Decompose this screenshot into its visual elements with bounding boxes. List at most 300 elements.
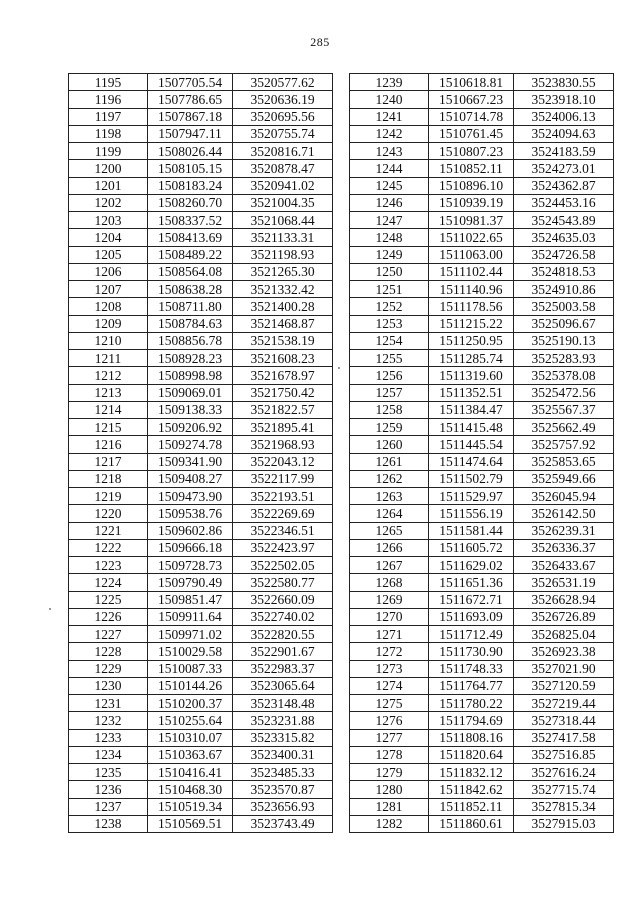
- table-row: [350, 436, 614, 453]
- point-number-cell: 1263: [350, 488, 429, 505]
- y-coordinate-cell: 3521750.42: [233, 384, 333, 401]
- table-row: [350, 419, 614, 436]
- point-number-cell: 1220: [69, 505, 148, 522]
- point-number-cell: 1256: [350, 367, 429, 384]
- x-coordinate-cell: 1507947.11: [148, 125, 233, 142]
- point-number-cell: 1278: [350, 746, 429, 763]
- table-row: [69, 660, 333, 677]
- table-row: [350, 143, 614, 160]
- y-coordinate-cell: 3521332.42: [233, 281, 333, 298]
- point-number-cell: 1251: [350, 281, 429, 298]
- y-coordinate-cell: 3521265.30: [233, 263, 333, 280]
- y-coordinate-cell: 3521198.93: [233, 246, 333, 263]
- table-row: [69, 332, 333, 349]
- table-row: [69, 764, 333, 781]
- x-coordinate-cell: 1510714.78: [429, 108, 514, 125]
- y-coordinate-cell: 3526142.50: [514, 505, 614, 522]
- y-coordinate-cell: 3527318.44: [514, 712, 614, 729]
- point-number-cell: 1240: [350, 91, 429, 108]
- y-coordinate-cell: 3526336.37: [514, 539, 614, 556]
- x-coordinate-cell: 1508489.22: [148, 246, 233, 263]
- x-coordinate-cell: 1509666.18: [148, 539, 233, 556]
- y-coordinate-cell: 3521068.44: [233, 212, 333, 229]
- x-coordinate-cell: 1510667.23: [429, 91, 514, 108]
- table-row: [350, 246, 614, 263]
- y-coordinate-cell: 3522117.99: [233, 470, 333, 487]
- y-coordinate-cell: 3525757.92: [514, 436, 614, 453]
- point-number-cell: 1230: [69, 677, 148, 694]
- y-coordinate-cell: 3520878.47: [233, 160, 333, 177]
- y-coordinate-cell: 3522269.69: [233, 505, 333, 522]
- table-row: [350, 798, 614, 815]
- table-row: [350, 332, 614, 349]
- table-row: [69, 91, 333, 108]
- x-coordinate-cell: 1510144.26: [148, 677, 233, 694]
- point-number-cell: 1215: [69, 419, 148, 436]
- x-coordinate-cell: 1510981.37: [429, 212, 514, 229]
- table-row: [350, 591, 614, 608]
- point-number-cell: 1227: [69, 626, 148, 643]
- table-row: [350, 505, 614, 522]
- table-row: [69, 453, 333, 470]
- y-coordinate-cell: 3521004.35: [233, 194, 333, 211]
- table-row: [350, 194, 614, 211]
- y-coordinate-cell: 3521608.23: [233, 350, 333, 367]
- x-coordinate-cell: 1509274.78: [148, 436, 233, 453]
- x-coordinate-cell: 1511780.22: [429, 695, 514, 712]
- point-number-cell: 1202: [69, 194, 148, 211]
- table-row: [350, 367, 614, 384]
- y-coordinate-cell: 3522193.51: [233, 488, 333, 505]
- point-number-cell: 1253: [350, 315, 429, 332]
- point-number-cell: 1262: [350, 470, 429, 487]
- table-row: [69, 212, 333, 229]
- y-coordinate-cell: 3522423.97: [233, 539, 333, 556]
- x-coordinate-cell: 1510029.58: [148, 643, 233, 660]
- point-number-cell: 1249: [350, 246, 429, 263]
- y-coordinate-cell: 3523656.93: [233, 798, 333, 815]
- table-row: [350, 384, 614, 401]
- point-number-cell: 1280: [350, 781, 429, 798]
- table-row: [350, 108, 614, 125]
- table-row: [69, 643, 333, 660]
- y-coordinate-cell: 3524543.89: [514, 212, 614, 229]
- table-row: [350, 125, 614, 142]
- x-coordinate-cell: 1508105.15: [148, 160, 233, 177]
- point-number-cell: 1254: [350, 332, 429, 349]
- x-coordinate-cell: 1510618.81: [429, 74, 514, 91]
- y-coordinate-cell: 3523485.33: [233, 764, 333, 781]
- x-coordinate-cell: 1508337.52: [148, 212, 233, 229]
- table-row: [69, 591, 333, 608]
- point-number-cell: 1257: [350, 384, 429, 401]
- point-number-cell: 1242: [350, 125, 429, 142]
- point-number-cell: 1228: [69, 643, 148, 660]
- table-row: [69, 160, 333, 177]
- x-coordinate-cell: 1509138.33: [148, 401, 233, 418]
- point-number-cell: 1247: [350, 212, 429, 229]
- x-coordinate-cell: 1508928.23: [148, 350, 233, 367]
- point-number-cell: 1268: [350, 574, 429, 591]
- x-coordinate-cell: 1511651.36: [429, 574, 514, 591]
- x-coordinate-cell: 1511140.96: [429, 281, 514, 298]
- point-number-cell: 1211: [69, 350, 148, 367]
- y-coordinate-cell: 3524910.86: [514, 281, 614, 298]
- table-row: [69, 798, 333, 815]
- x-coordinate-cell: 1510310.07: [148, 729, 233, 746]
- x-coordinate-cell: 1508260.70: [148, 194, 233, 211]
- x-coordinate-cell: 1511384.47: [429, 401, 514, 418]
- point-number-cell: 1205: [69, 246, 148, 263]
- table-row: [350, 470, 614, 487]
- y-coordinate-cell: 3522820.55: [233, 626, 333, 643]
- x-coordinate-cell: 1511764.77: [429, 677, 514, 694]
- point-number-cell: 1267: [350, 557, 429, 574]
- x-coordinate-cell: 1509473.90: [148, 488, 233, 505]
- table-row: [69, 746, 333, 763]
- x-coordinate-cell: 1511415.48: [429, 419, 514, 436]
- y-coordinate-cell: 3525949.66: [514, 470, 614, 487]
- point-number-cell: 1266: [350, 539, 429, 556]
- y-coordinate-cell: 3524006.13: [514, 108, 614, 125]
- point-number-cell: 1223: [69, 557, 148, 574]
- x-coordinate-cell: 1511860.61: [429, 815, 514, 832]
- y-coordinate-cell: 3525096.67: [514, 315, 614, 332]
- y-coordinate-cell: 3525190.13: [514, 332, 614, 349]
- x-coordinate-cell: 1511730.90: [429, 643, 514, 660]
- x-coordinate-cell: 1511352.51: [429, 384, 514, 401]
- y-coordinate-cell: 3526045.94: [514, 488, 614, 505]
- y-coordinate-cell: 3523065.64: [233, 677, 333, 694]
- table-row: [350, 695, 614, 712]
- y-coordinate-cell: 3524453.16: [514, 194, 614, 211]
- table-row: [69, 626, 333, 643]
- point-number-cell: 1243: [350, 143, 429, 160]
- x-coordinate-cell: 1507867.18: [148, 108, 233, 125]
- x-coordinate-cell: 1511852.11: [429, 798, 514, 815]
- x-coordinate-cell: 1510896.10: [429, 177, 514, 194]
- point-number-cell: 1258: [350, 401, 429, 418]
- x-coordinate-cell: 1511529.97: [429, 488, 514, 505]
- table-row: [69, 384, 333, 401]
- x-coordinate-cell: 1510468.30: [148, 781, 233, 798]
- table-row: [69, 574, 333, 591]
- table-row: [350, 401, 614, 418]
- point-number-cell: 1212: [69, 367, 148, 384]
- y-coordinate-cell: 3525853.65: [514, 453, 614, 470]
- table-row: [69, 263, 333, 280]
- y-coordinate-cell: 3522346.51: [233, 522, 333, 539]
- y-coordinate-cell: 3525378.08: [514, 367, 614, 384]
- y-coordinate-cell: 3521678.97: [233, 367, 333, 384]
- table-row: [350, 350, 614, 367]
- point-number-cell: 1195: [69, 74, 148, 91]
- x-coordinate-cell: 1509911.64: [148, 608, 233, 625]
- x-coordinate-cell: 1510519.34: [148, 798, 233, 815]
- y-coordinate-cell: 3522983.37: [233, 660, 333, 677]
- y-coordinate-cell: 3525662.49: [514, 419, 614, 436]
- y-coordinate-cell: 3527915.03: [514, 815, 614, 832]
- x-coordinate-cell: 1511581.44: [429, 522, 514, 539]
- table-row: [350, 298, 614, 315]
- point-number-cell: 1275: [350, 695, 429, 712]
- point-number-cell: 1279: [350, 764, 429, 781]
- x-coordinate-cell: 1511102.44: [429, 263, 514, 280]
- point-number-cell: 1218: [69, 470, 148, 487]
- y-coordinate-cell: 3522502.05: [233, 557, 333, 574]
- y-coordinate-cell: 3520695.56: [233, 108, 333, 125]
- table-row: [350, 229, 614, 246]
- coordinate-table-right: [349, 73, 614, 833]
- x-coordinate-cell: 1511693.09: [429, 608, 514, 625]
- y-coordinate-cell: 3524726.58: [514, 246, 614, 263]
- table-row: [350, 764, 614, 781]
- x-coordinate-cell: 1510200.37: [148, 695, 233, 712]
- x-coordinate-cell: 1508026.44: [148, 143, 233, 160]
- table-row: [69, 539, 333, 556]
- point-number-cell: 1207: [69, 281, 148, 298]
- table-row: [350, 160, 614, 177]
- x-coordinate-cell: 1511474.64: [429, 453, 514, 470]
- y-coordinate-cell: 3522740.02: [233, 608, 333, 625]
- y-coordinate-cell: 3523918.10: [514, 91, 614, 108]
- y-coordinate-cell: 3523315.82: [233, 729, 333, 746]
- x-coordinate-cell: 1511445.54: [429, 436, 514, 453]
- point-number-cell: 1221: [69, 522, 148, 539]
- x-coordinate-cell: 1508183.24: [148, 177, 233, 194]
- point-number-cell: 1236: [69, 781, 148, 798]
- scan-speck: [49, 608, 51, 610]
- point-number-cell: 1209: [69, 315, 148, 332]
- y-coordinate-cell: 3524273.01: [514, 160, 614, 177]
- point-number-cell: 1213: [69, 384, 148, 401]
- table-row: [69, 246, 333, 263]
- x-coordinate-cell: 1511285.74: [429, 350, 514, 367]
- table-row: [69, 401, 333, 418]
- table-row: [350, 522, 614, 539]
- x-coordinate-cell: 1510087.33: [148, 660, 233, 677]
- y-coordinate-cell: 3523148.48: [233, 695, 333, 712]
- point-number-cell: 1265: [350, 522, 429, 539]
- y-coordinate-cell: 3527021.90: [514, 660, 614, 677]
- y-coordinate-cell: 3526628.94: [514, 591, 614, 608]
- table-row: [350, 315, 614, 332]
- point-number-cell: 1224: [69, 574, 148, 591]
- y-coordinate-cell: 3523743.49: [233, 815, 333, 832]
- x-coordinate-cell: 1510807.23: [429, 143, 514, 160]
- x-coordinate-cell: 1509341.90: [148, 453, 233, 470]
- table-row: [69, 367, 333, 384]
- x-coordinate-cell: 1511556.19: [429, 505, 514, 522]
- table-row: [69, 557, 333, 574]
- point-number-cell: 1214: [69, 401, 148, 418]
- y-coordinate-cell: 3523830.55: [514, 74, 614, 91]
- y-coordinate-cell: 3526923.38: [514, 643, 614, 660]
- point-number-cell: 1281: [350, 798, 429, 815]
- point-number-cell: 1239: [350, 74, 429, 91]
- x-coordinate-cell: 1509069.01: [148, 384, 233, 401]
- point-number-cell: 1259: [350, 419, 429, 436]
- table-row: [350, 488, 614, 505]
- point-number-cell: 1201: [69, 177, 148, 194]
- x-coordinate-cell: 1511629.02: [429, 557, 514, 574]
- table-row: [69, 419, 333, 436]
- x-coordinate-cell: 1509790.49: [148, 574, 233, 591]
- point-number-cell: 1282: [350, 815, 429, 832]
- scan-speck: [338, 367, 340, 369]
- point-number-cell: 1250: [350, 263, 429, 280]
- y-coordinate-cell: 3521400.28: [233, 298, 333, 315]
- x-coordinate-cell: 1510416.41: [148, 764, 233, 781]
- table-row: [350, 557, 614, 574]
- table-row: [69, 194, 333, 211]
- table-row: [69, 522, 333, 539]
- table-row: [69, 125, 333, 142]
- y-coordinate-cell: 3521895.41: [233, 419, 333, 436]
- x-coordinate-cell: 1511808.16: [429, 729, 514, 746]
- y-coordinate-cell: 3521822.57: [233, 401, 333, 418]
- y-coordinate-cell: 3520755.74: [233, 125, 333, 142]
- table-row: [350, 815, 614, 832]
- x-coordinate-cell: 1511022.65: [429, 229, 514, 246]
- x-coordinate-cell: 1510569.51: [148, 815, 233, 832]
- y-coordinate-cell: 3527516.85: [514, 746, 614, 763]
- table-row: [350, 453, 614, 470]
- y-coordinate-cell: 3520577.62: [233, 74, 333, 91]
- y-coordinate-cell: 3527120.59: [514, 677, 614, 694]
- x-coordinate-cell: 1508564.08: [148, 263, 233, 280]
- y-coordinate-cell: 3525283.93: [514, 350, 614, 367]
- table-row: [69, 108, 333, 125]
- table-row: [350, 263, 614, 280]
- y-coordinate-cell: 3525472.56: [514, 384, 614, 401]
- point-number-cell: 1208: [69, 298, 148, 315]
- point-number-cell: 1229: [69, 660, 148, 677]
- x-coordinate-cell: 1511250.95: [429, 332, 514, 349]
- y-coordinate-cell: 3526726.89: [514, 608, 614, 625]
- table-row: [350, 574, 614, 591]
- y-coordinate-cell: 3521133.31: [233, 229, 333, 246]
- table-row: [69, 74, 333, 91]
- table-row: [350, 712, 614, 729]
- y-coordinate-cell: 3520941.02: [233, 177, 333, 194]
- x-coordinate-cell: 1508413.69: [148, 229, 233, 246]
- table-row: [350, 781, 614, 798]
- table-row: [69, 488, 333, 505]
- y-coordinate-cell: 3521968.93: [233, 436, 333, 453]
- x-coordinate-cell: 1510761.45: [429, 125, 514, 142]
- table-row: [350, 74, 614, 91]
- x-coordinate-cell: 1511502.79: [429, 470, 514, 487]
- point-number-cell: 1273: [350, 660, 429, 677]
- point-number-cell: 1252: [350, 298, 429, 315]
- y-coordinate-cell: 3523231.88: [233, 712, 333, 729]
- y-coordinate-cell: 3522660.09: [233, 591, 333, 608]
- point-number-cell: 1269: [350, 591, 429, 608]
- y-coordinate-cell: 3525567.37: [514, 401, 614, 418]
- x-coordinate-cell: 1509971.02: [148, 626, 233, 643]
- x-coordinate-cell: 1511794.69: [429, 712, 514, 729]
- page-number: 285: [310, 35, 330, 49]
- y-coordinate-cell: 3521538.19: [233, 332, 333, 349]
- x-coordinate-cell: 1511748.33: [429, 660, 514, 677]
- y-coordinate-cell: 3520636.19: [233, 91, 333, 108]
- point-number-cell: 1237: [69, 798, 148, 815]
- point-number-cell: 1270: [350, 608, 429, 625]
- table-row: [69, 695, 333, 712]
- point-number-cell: 1261: [350, 453, 429, 470]
- table-row: [69, 608, 333, 625]
- point-number-cell: 1246: [350, 194, 429, 211]
- table-row: [69, 436, 333, 453]
- x-coordinate-cell: 1511842.62: [429, 781, 514, 798]
- table-row: [69, 177, 333, 194]
- x-coordinate-cell: 1509728.73: [148, 557, 233, 574]
- x-coordinate-cell: 1511672.71: [429, 591, 514, 608]
- table-row: [350, 626, 614, 643]
- point-number-cell: 1244: [350, 160, 429, 177]
- y-coordinate-cell: 3525003.58: [514, 298, 614, 315]
- point-number-cell: 1231: [69, 695, 148, 712]
- table-row: [69, 281, 333, 298]
- table-row: [69, 729, 333, 746]
- point-number-cell: 1232: [69, 712, 148, 729]
- table-row: [69, 505, 333, 522]
- y-coordinate-cell: 3527616.24: [514, 764, 614, 781]
- point-number-cell: 1206: [69, 263, 148, 280]
- y-coordinate-cell: 3524362.87: [514, 177, 614, 194]
- point-number-cell: 1235: [69, 764, 148, 781]
- x-coordinate-cell: 1511319.60: [429, 367, 514, 384]
- y-coordinate-cell: 3522580.77: [233, 574, 333, 591]
- y-coordinate-cell: 3521468.87: [233, 315, 333, 332]
- point-number-cell: 1277: [350, 729, 429, 746]
- x-coordinate-cell: 1509538.76: [148, 505, 233, 522]
- point-number-cell: 1238: [69, 815, 148, 832]
- point-number-cell: 1217: [69, 453, 148, 470]
- point-number-cell: 1196: [69, 91, 148, 108]
- y-coordinate-cell: 3526825.04: [514, 626, 614, 643]
- coordinate-table-left: [68, 73, 333, 833]
- y-coordinate-cell: 3527417.58: [514, 729, 614, 746]
- point-number-cell: 1276: [350, 712, 429, 729]
- point-number-cell: 1197: [69, 108, 148, 125]
- point-number-cell: 1200: [69, 160, 148, 177]
- y-coordinate-cell: 3520816.71: [233, 143, 333, 160]
- table-row: [69, 315, 333, 332]
- x-coordinate-cell: 1509408.27: [148, 470, 233, 487]
- point-number-cell: 1260: [350, 436, 429, 453]
- table-row: [350, 746, 614, 763]
- x-coordinate-cell: 1511178.56: [429, 298, 514, 315]
- point-number-cell: 1255: [350, 350, 429, 367]
- point-number-cell: 1225: [69, 591, 148, 608]
- table-row: [350, 177, 614, 194]
- table-row: [69, 815, 333, 832]
- point-number-cell: 1264: [350, 505, 429, 522]
- y-coordinate-cell: 3523400.31: [233, 746, 333, 763]
- y-coordinate-cell: 3526531.19: [514, 574, 614, 591]
- point-number-cell: 1248: [350, 229, 429, 246]
- table-row: [350, 729, 614, 746]
- x-coordinate-cell: 1508638.28: [148, 281, 233, 298]
- x-coordinate-cell: 1510363.67: [148, 746, 233, 763]
- x-coordinate-cell: 1509602.86: [148, 522, 233, 539]
- x-coordinate-cell: 1510852.11: [429, 160, 514, 177]
- x-coordinate-cell: 1508856.78: [148, 332, 233, 349]
- table-row: [350, 212, 614, 229]
- y-coordinate-cell: 3527219.44: [514, 695, 614, 712]
